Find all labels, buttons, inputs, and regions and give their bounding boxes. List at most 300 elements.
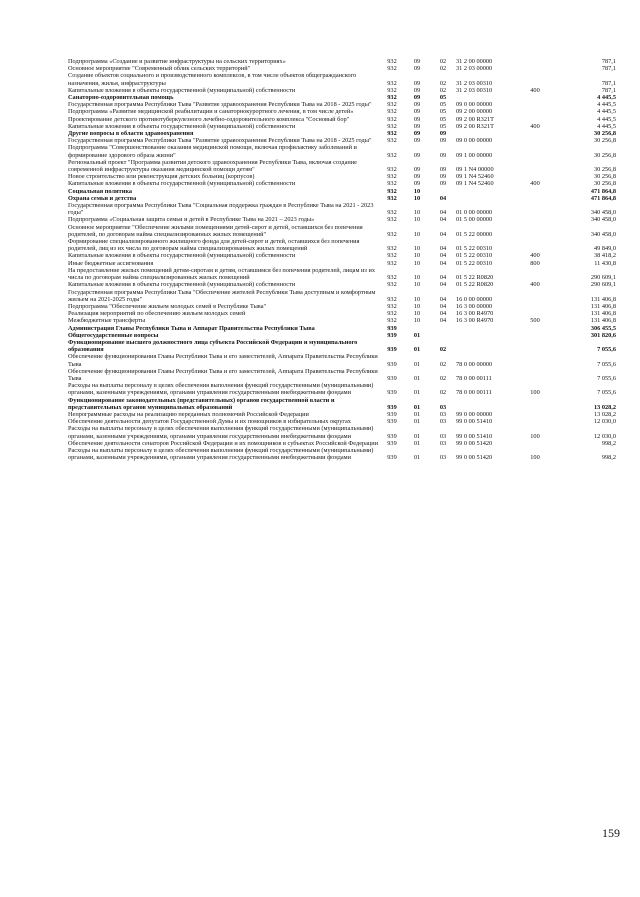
row-subsection-code: 09 [439, 166, 447, 174]
row-target-article [456, 195, 520, 202]
row-expense-type [520, 144, 550, 158]
table-row [68, 159, 616, 173]
row-name: Обеспечение функционирования Главы Республики Тыва и его заместителей, Аппарата Правительства Республики Тыва [68, 367, 378, 382]
row-expense-type [520, 397, 550, 411]
row-gr-code: 932 [387, 166, 397, 174]
row-gr-code: 932 [387, 230, 397, 238]
row-gr-code: 932 [387, 295, 397, 303]
row-section-code: 01 [413, 331, 421, 339]
table-row [68, 447, 616, 461]
row-amount: 787,1 [601, 58, 616, 65]
row-name: Региональный проект "Программа развития детского здравоохранения Республики Тыва, включая создание современной инфраструктуры оказания медицинской помощи детям" [68, 158, 357, 174]
row-subsection-code: 03 [439, 403, 447, 411]
row-amount: 787,1 [601, 86, 616, 94]
row-subsection-code: 04 [439, 259, 447, 267]
row-expense-type: 400 [530, 180, 540, 188]
row-name: Другие вопросы в области здравоохранения [68, 130, 194, 138]
row-amount: 38 418,2 [593, 252, 616, 260]
row-gr-code: 932 [387, 58, 397, 65]
row-name: Реализация мероприятий по обеспечению жильем молодых семей [68, 310, 246, 318]
row-expense-type [520, 339, 550, 353]
row-expense-type [520, 188, 550, 195]
row-amount: 30 256,8 [593, 173, 616, 181]
table-row [68, 303, 616, 310]
row-subsection-code: 04 [439, 245, 447, 253]
row-gr-code: 939 [387, 410, 397, 418]
row-subsection-code: 04 [439, 310, 447, 318]
row-gr-code: 939 [387, 432, 397, 440]
row-gr-code: 939 [387, 418, 397, 426]
row-name: Администрация Главы Республики Тыва и Аппарат Правительства Республики Тыва [68, 324, 315, 332]
row-section-code: 09 [413, 101, 421, 109]
row-gr-code: 932 [387, 281, 397, 289]
row-name: Государственная программа Республики Тыва "Развитие здравоохранения Республики Тыва на 2018 - 2025 годы" [68, 137, 372, 145]
row-section-code: 10 [413, 245, 421, 253]
row-target-article [456, 94, 520, 101]
row-amount: 30 256,8 [593, 151, 616, 159]
table-row [68, 94, 616, 101]
row-subsection-code: 03 [439, 439, 447, 447]
row-amount: 471 864,8 [590, 187, 616, 195]
row-subsection-code: 04 [439, 302, 447, 310]
row-expense-type [520, 303, 550, 310]
row-amount: 787,1 [601, 65, 616, 73]
row-amount: 13 028,2 [593, 403, 616, 411]
row-section-code: 10 [413, 230, 421, 238]
row-section-code: 01 [413, 403, 421, 411]
table-row [68, 72, 616, 86]
row-section-code: 10 [413, 187, 421, 195]
row-section-code [404, 325, 430, 332]
row-amount: 131 406,8 [590, 302, 616, 310]
row-name: Основное мероприятие "Современный облик сельских территорий" [68, 65, 251, 73]
row-expense-type [520, 289, 550, 303]
row-section-code: 10 [413, 194, 421, 202]
row-target-article: 01 0 00 00000 [456, 209, 493, 217]
row-section-code: 01 [413, 374, 421, 382]
table-row [68, 58, 616, 65]
row-subsection-code: 02 [439, 86, 447, 94]
row-name: Охрана семьи и детства [68, 194, 137, 202]
row-amount: 340 458,0 [590, 209, 616, 217]
row-expense-type [520, 108, 550, 115]
row-expense-type [520, 137, 550, 144]
row-amount: 306 455,5 [590, 324, 616, 332]
row-amount: 998,2 [601, 454, 616, 462]
row-gr-code: 932 [387, 194, 397, 202]
row-amount: 30 256,8 [593, 166, 616, 174]
row-section-code: 09 [413, 122, 421, 130]
row-amount: 471 864,8 [590, 194, 616, 202]
table-row [68, 440, 616, 447]
table-row [68, 180, 616, 187]
row-amount: 11 430,8 [594, 259, 616, 267]
row-section-code: 01 [413, 360, 421, 368]
row-section-code: 10 [413, 274, 421, 282]
table-row [68, 425, 616, 439]
row-section-code: 09 [413, 58, 421, 65]
row-amount: 12 030,0 [593, 432, 616, 440]
row-section-code: 09 [413, 79, 421, 87]
row-gr-code: 939 [387, 403, 397, 411]
table-row [68, 101, 616, 108]
table-row [68, 123, 616, 130]
row-subsection-code: 04 [439, 209, 447, 217]
table-row [68, 418, 616, 425]
row-gr-code: 932 [387, 151, 397, 159]
row-subsection-code [430, 188, 456, 195]
row-amount: 998,2 [601, 439, 616, 447]
row-name: Расходы на выплаты персоналу в целях обеспечения выполнения функций государственными (муниципальными) органами, казенными учреждениями, органами управления государственными внебюджетными фондами [68, 425, 374, 440]
row-name: Капитальные вложения в объекты государственной (муниципальной) собственности [68, 281, 296, 289]
row-target-article: 09 2 00 R321T [456, 122, 494, 130]
row-section-code: 09 [413, 115, 421, 123]
row-amount: 4 445,5 [597, 122, 616, 130]
row-expense-type: 400 [530, 281, 540, 289]
table-row [68, 267, 616, 281]
table-row [68, 65, 616, 72]
row-amount: 12 030,0 [593, 418, 616, 426]
row-gr-code: 932 [387, 115, 397, 123]
row-expense-type: 800 [530, 259, 540, 267]
row-amount: 4 445,5 [597, 101, 616, 109]
page-number: 159 [602, 826, 620, 840]
row-expense-type: 500 [530, 317, 540, 325]
row-name: Функционирование высшего должностного лица субъекта Российской Федерации и муниципального образования [68, 338, 358, 354]
row-section-code: 09 [413, 86, 421, 94]
row-expense-type: 100 [530, 454, 540, 462]
row-amount: 131 406,8 [590, 317, 616, 325]
row-target-article: 99 0 00 51420 [456, 439, 493, 447]
budget-table [68, 58, 616, 461]
row-subsection-code: 09 [439, 151, 447, 159]
row-expense-type [520, 411, 550, 418]
row-gr-code: 939 [387, 360, 397, 368]
row-name: Формирование специализированного жилищного фонда для детей-сирот и детей, оставшихся без попечения родителей, лиц из их числа по договорам найма специализированных жилых помещений [68, 238, 360, 253]
row-section-code: 10 [413, 317, 421, 325]
row-gr-code: 932 [387, 187, 397, 195]
row-target-article: 78 0 00 00000 [456, 360, 493, 368]
row-section-code: 09 [413, 180, 421, 188]
row-gr-code: 932 [387, 122, 397, 130]
row-amount: 7 055,6 [597, 360, 616, 368]
row-amount: 30 256,8 [593, 180, 616, 188]
row-expense-type [520, 202, 550, 216]
row-section-code: 10 [413, 310, 421, 318]
row-section-code: 01 [413, 439, 421, 447]
table-row [68, 188, 616, 195]
row-name: Расходы на выплаты персоналу в целях обеспечения выполнения функций государственными (муниципальными) органами, казенными учреждениями, органами управления государственными внебюджетными фондами [68, 446, 374, 462]
row-section-code: 10 [413, 281, 421, 289]
row-subsection-code: 09 [439, 130, 447, 138]
table-row [68, 325, 616, 332]
row-gr-code: 932 [387, 216, 397, 224]
row-amount: 131 406,8 [590, 310, 616, 318]
row-section-code: 09 [413, 130, 421, 138]
row-gr-code: 932 [387, 86, 397, 94]
row-subsection-code: 04 [439, 230, 447, 238]
table-row [68, 281, 616, 288]
row-target-article: 01 5 22 R0820 [456, 274, 494, 282]
row-section-code: 09 [413, 166, 421, 174]
row-subsection-code: 04 [439, 317, 447, 325]
row-expense-type [520, 173, 550, 180]
row-name: Социальная политика [68, 187, 133, 195]
table-row [68, 368, 616, 382]
row-amount: 30 256,8 [593, 130, 616, 138]
row-gr-code: 932 [387, 108, 397, 116]
row-gr-code: 939 [387, 454, 397, 462]
row-name: Санаторно-оздоровительная помощь [68, 94, 174, 102]
row-name: Подпрограмма «Создание и развитие инфраструктуры на сельских территориях» [68, 58, 286, 65]
row-expense-type [520, 368, 550, 382]
row-section-code: 01 [413, 432, 421, 440]
table-row [68, 216, 616, 223]
row-target-article: 31 2 00 00000 [456, 58, 493, 65]
row-gr-code: 932 [387, 94, 397, 102]
row-gr-code: 939 [387, 346, 397, 354]
row-section-code: 09 [413, 108, 421, 116]
row-amount: 340 458,0 [590, 230, 616, 238]
table-row [68, 195, 616, 202]
row-expense-type: 100 [530, 432, 540, 440]
row-name: Подпрограмма «Социальная защита семьи и детей в Республике Тыва на 2021 – 2023 годы» [68, 216, 315, 224]
row-gr-code: 939 [387, 374, 397, 382]
row-amount: 290 609,1 [590, 274, 616, 282]
row-target-article: 01 5 22 00310 [456, 259, 493, 267]
row-name: Подпрограмма «Развитие медицинской реабилитации и санаторнокурортного лечения, в том числе детей» [68, 108, 354, 116]
row-expense-type [520, 216, 550, 223]
row-section-code: 10 [413, 216, 421, 224]
row-expense-type [520, 332, 550, 339]
row-target-article [456, 397, 520, 411]
row-section-code: 10 [413, 259, 421, 267]
row-amount: 301 820,6 [590, 331, 616, 339]
table-row [68, 332, 616, 339]
row-gr-code: 932 [387, 209, 397, 217]
row-expense-type [520, 101, 550, 108]
row-gr-code: 932 [387, 245, 397, 253]
row-target-article: 99 0 00 51420 [456, 454, 493, 462]
row-expense-type [520, 418, 550, 425]
row-target-article [456, 339, 520, 353]
row-subsection-code: 02 [439, 360, 447, 368]
table-row [68, 317, 616, 324]
row-target-article: 16 3 00 R4970 [456, 317, 494, 325]
row-gr-code: 932 [387, 173, 397, 181]
row-target-article: 31 2 03 00310 [456, 86, 493, 94]
row-subsection-code: 05 [439, 101, 447, 109]
table-row [68, 252, 616, 259]
row-subsection-code: 04 [439, 295, 447, 303]
row-target-article [456, 130, 520, 137]
row-expense-type [520, 94, 550, 101]
row-name: Основное мероприятие "Обеспечение жилыми помещениями детей-сирот и детей, оставшихся без попечения родителей, по договорам найма специализированных жилых помещений" [68, 223, 363, 238]
row-subsection-code: 05 [439, 94, 447, 102]
row-section-code: 01 [413, 346, 421, 354]
row-expense-type [520, 195, 550, 202]
row-target-article: 09 0 00 00000 [456, 137, 493, 145]
row-gr-code: 932 [387, 302, 397, 310]
row-target-article: 16 3 00 00000 [456, 302, 493, 310]
row-amount: 7 055,6 [597, 374, 616, 382]
row-gr-code: 932 [387, 130, 397, 138]
row-expense-type [520, 130, 550, 137]
row-expense-type [520, 267, 550, 281]
row-target-article: 09 1 00 00000 [456, 151, 493, 159]
row-expense-type [520, 65, 550, 72]
row-target-article [456, 332, 520, 339]
row-subsection-code: 02 [439, 346, 447, 354]
row-expense-type [520, 325, 550, 332]
row-section-code: 01 [413, 389, 421, 397]
row-gr-code: 939 [387, 389, 397, 397]
row-subsection-code: 02 [439, 374, 447, 382]
row-subsection-code [430, 325, 456, 332]
row-section-code: 01 [413, 410, 421, 418]
row-name: Общегосударственные вопросы [68, 331, 159, 339]
row-target-article: 99 0 00 51410 [456, 418, 493, 426]
row-target-article [456, 188, 520, 195]
row-amount: 131 406,8 [590, 295, 616, 303]
row-name: На предоставление жилых помещений детям-сиротам и детям, оставшимся без попечения родителей, лицам из их числа по договорам найма специализированных жилых помещений [68, 266, 375, 282]
row-subsection-code: 03 [439, 432, 447, 440]
table-row [68, 238, 616, 252]
row-subsection-code: 09 [439, 180, 447, 188]
row-amount: 7 055,6 [597, 346, 616, 354]
row-name: Государственная программа Республики Тыва "Обеспечение жителей Республики Тыва доступным и комфортным жильем на 2021-2025 годы" [68, 288, 376, 303]
row-amount: 290 609,1 [590, 281, 616, 289]
row-gr-code: 939 [387, 331, 397, 339]
table-row [68, 397, 616, 411]
row-amount: 4 445,5 [597, 108, 616, 116]
row-subsection-code: 05 [439, 108, 447, 116]
row-expense-type [520, 238, 550, 252]
row-expense-type: 400 [530, 86, 540, 94]
row-name: Подпрограмма "Совершенствование оказания медицинской помощи, включая профилактику заболеваний и формирование здорового образа жизни" [68, 144, 357, 159]
row-name: Непрограммные расходы на реализацию переданных полномочий Российской Федерации [68, 410, 309, 418]
row-gr-code: 939 [387, 324, 397, 332]
table-row [68, 339, 616, 353]
table-row [68, 173, 616, 180]
row-subsection-code: 02 [439, 79, 447, 87]
row-subsection-code [430, 332, 456, 339]
row-gr-code: 932 [387, 101, 397, 109]
row-name: Функционирование законодательных (представительных) органов государственной власти и представительных органов муниципальных образований [68, 396, 335, 411]
row-expense-type [520, 72, 550, 86]
table-row [68, 353, 616, 367]
table-row [68, 116, 616, 123]
table-row [68, 130, 616, 137]
row-name: Иные бюджетные ассигнования [68, 259, 154, 267]
row-section-code: 10 [413, 302, 421, 310]
row-subsection-code: 02 [439, 389, 447, 397]
row-target-article: 01 5 22 R0820 [456, 281, 494, 289]
row-gr-code: 932 [387, 79, 397, 87]
row-name: Проектирование детского противотуберкулезного лечебно-оздоровительного комплекса "Сосновый бор" [68, 115, 350, 123]
row-gr-code: 932 [387, 252, 397, 260]
row-section-code: 09 [413, 94, 421, 102]
row-gr-code: 932 [387, 274, 397, 282]
row-subsection-code: 02 [439, 58, 447, 65]
row-section-code: 10 [413, 252, 421, 260]
row-amount: 7 055,6 [597, 389, 616, 397]
row-name: Межбюджетные трансферты [68, 317, 146, 325]
row-subsection-code: 05 [439, 115, 447, 123]
row-expense-type [520, 159, 550, 173]
table-row [68, 87, 616, 94]
row-name: Капитальные вложения в объекты государственной (муниципальной) собственности [68, 252, 296, 260]
row-name: Подпрограмма "Обеспечение жильем молодых семей в Республике Тыва" [68, 302, 267, 310]
row-target-article: 09 2 00 R321T [456, 115, 494, 123]
row-amount: 787,1 [601, 79, 616, 87]
row-section-code: 09 [413, 151, 421, 159]
row-amount: 30 256,8 [593, 137, 616, 145]
row-target-article: 09 1 N4 00000 [456, 166, 494, 174]
table-row [68, 310, 616, 317]
row-amount: 4 445,5 [597, 115, 616, 123]
row-name: Капитальные вложения в объекты государственной (муниципальной) собственности [68, 86, 296, 94]
row-target-article: 01 5 22 00310 [456, 252, 493, 260]
table-row [68, 144, 616, 158]
row-target-article: 09 1 N4 52460 [456, 180, 494, 188]
row-name: Государственная программа Республики Тыва "Социальная поддержка граждан в Республике Тыва на 2021 - 2023 годы" [68, 202, 374, 217]
table-row [68, 202, 616, 216]
row-amount: 4 445,5 [597, 94, 616, 102]
row-expense-type [520, 353, 550, 367]
row-gr-code: 932 [387, 65, 397, 73]
row-subsection-code: 04 [439, 281, 447, 289]
row-amount: 340 458,0 [590, 216, 616, 224]
row-name: Капитальные вложения в объекты государственной (муниципальной) собственности [68, 122, 296, 130]
row-name: Обеспечение деятельности депутатов Государственной Думы и их помощников в избирательных округах [68, 418, 351, 426]
row-section-code: 09 [413, 65, 421, 73]
table-row [68, 137, 616, 144]
row-target-article: 01 5 22 00000 [456, 230, 493, 238]
table-row [68, 108, 616, 115]
row-subsection-code: 05 [439, 122, 447, 130]
row-target-article: 99 0 00 51410 [456, 432, 493, 440]
row-section-code: 01 [413, 418, 421, 426]
row-target-article [456, 325, 520, 332]
row-gr-code: 932 [387, 180, 397, 188]
row-subsection-code: 04 [439, 252, 447, 260]
row-subsection-code: 03 [439, 454, 447, 462]
row-section-code: 09 [413, 173, 421, 181]
row-section-code: 09 [413, 137, 421, 145]
row-gr-code: 932 [387, 317, 397, 325]
row-subsection-code: 03 [439, 410, 447, 418]
row-target-article: 16 3 00 R4970 [456, 310, 494, 318]
row-target-article: 31 2 03 00000 [456, 65, 493, 73]
row-target-article: 78 0 00 00111 [456, 389, 492, 397]
table-row [68, 382, 616, 396]
row-subsection-code: 04 [439, 274, 447, 282]
row-gr-code: 932 [387, 310, 397, 318]
row-amount: 13 028,2 [593, 410, 616, 418]
row-expense-type [520, 116, 550, 123]
budget-rows [68, 58, 616, 461]
row-subsection-code: 03 [439, 418, 447, 426]
row-section-code: 01 [413, 454, 421, 462]
row-name: Создание объектов социального и производственного комплексов, в том числе объектов общегражданского назначения, жилья, инфраструктуры [68, 72, 357, 87]
row-subsection-code: 09 [439, 137, 447, 145]
row-target-article: 01 5 00 00000 [456, 216, 493, 224]
table-row [68, 224, 616, 238]
row-expense-type [520, 440, 550, 447]
row-target-article: 09 0 00 00000 [456, 101, 493, 109]
row-amount: 49 849,0 [593, 245, 616, 253]
